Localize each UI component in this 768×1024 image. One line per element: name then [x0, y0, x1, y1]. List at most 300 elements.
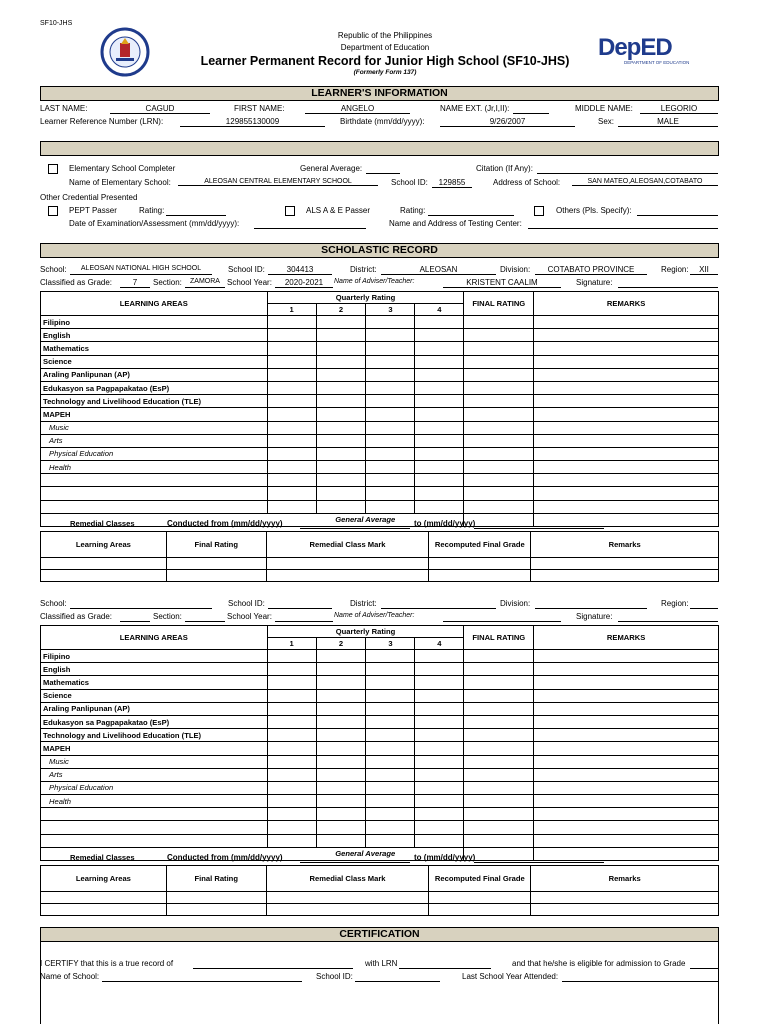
grade-cell[interactable] — [316, 715, 366, 728]
grade-cell[interactable] — [464, 447, 534, 460]
grade-cell[interactable] — [415, 381, 464, 394]
quarter-3-header: 3 — [366, 638, 415, 650]
table-row — [41, 702, 719, 715]
grade-cell[interactable] — [534, 834, 719, 847]
remedial-learning-areas-header: Learning Areas — [41, 866, 167, 892]
grade-cell[interactable] — [464, 689, 534, 702]
deped-seal-icon — [95, 27, 155, 77]
grade-cell[interactable] — [267, 500, 316, 513]
remedial-cell[interactable] — [166, 892, 266, 904]
als-checkbox[interactable] — [285, 206, 295, 216]
grade-cell[interactable] — [366, 729, 415, 742]
table-row — [41, 755, 719, 768]
grade-cell[interactable] — [464, 834, 534, 847]
conducted-to-field — [474, 519, 604, 529]
grade-cell[interactable] — [267, 381, 316, 394]
grade-cell[interactable] — [366, 755, 415, 768]
grade-cell[interactable] — [366, 689, 415, 702]
remedial-cell[interactable] — [429, 892, 531, 904]
grade-cell[interactable] — [366, 368, 415, 381]
grade-cell[interactable] — [534, 316, 719, 329]
elem-school-label: Name of Elementary School: — [69, 178, 171, 187]
grade-cell[interactable] — [366, 676, 415, 689]
grade-cell[interactable] — [464, 821, 534, 834]
table-row — [41, 768, 719, 781]
remedial-learning-areas-header: Learning Areas — [41, 532, 167, 558]
grades-table — [40, 291, 719, 527]
grade-cell[interactable] — [534, 329, 719, 342]
grade-cell[interactable] — [464, 342, 534, 355]
remedial-remarks-header: Remarks — [531, 532, 719, 558]
table-row — [41, 808, 719, 821]
table-row — [41, 500, 719, 513]
grade-cell[interactable] — [316, 742, 366, 755]
grade-cell[interactable] — [415, 702, 464, 715]
remedial-cell[interactable] — [166, 570, 266, 582]
grade-cell[interactable] — [534, 355, 719, 368]
final-rating-header: FINAL RATING — [464, 292, 534, 316]
grade-cell[interactable] — [316, 316, 366, 329]
conducted-to-label: to (mm/dd/yyyy) — [414, 853, 476, 862]
grade-cell[interactable] — [316, 768, 366, 781]
subject-name: Arts — [41, 768, 268, 781]
grade-cell[interactable] — [267, 395, 316, 408]
grade-cell[interactable] — [415, 395, 464, 408]
grade-cell[interactable] — [366, 316, 415, 329]
subject-name: Araling Panlipunan (AP) — [41, 368, 268, 381]
grade-cell[interactable] — [464, 742, 534, 755]
grade-cell[interactable] — [534, 715, 719, 728]
grade-cell[interactable] — [316, 808, 366, 821]
grade-cell[interactable] — [415, 487, 464, 500]
remedial-cell[interactable] — [429, 570, 531, 582]
remedial-cell[interactable] — [41, 892, 167, 904]
table-row — [41, 408, 719, 421]
quarter-4-header: 4 — [415, 638, 464, 650]
grade-cell[interactable] — [534, 768, 719, 781]
grade-cell[interactable] — [316, 663, 366, 676]
grade-cell[interactable] — [415, 755, 464, 768]
others-field — [637, 206, 718, 216]
cert-name-field — [193, 959, 353, 969]
subject-name: Edukasyon sa Pagpapakatao (EsP) — [41, 715, 268, 728]
grade-cell[interactable] — [415, 808, 464, 821]
grade-cell[interactable] — [464, 329, 534, 342]
birthdate-label: Birthdate (mm/dd/yyyy): — [340, 117, 425, 126]
remedial-cell[interactable] — [266, 558, 429, 570]
grade-cell[interactable] — [464, 702, 534, 715]
subject-name: Technology and Livelihood Education (TLE) — [41, 395, 268, 408]
grade-cell[interactable] — [316, 821, 366, 834]
grade-cell[interactable] — [534, 742, 719, 755]
grade-cell[interactable] — [316, 434, 366, 447]
grade-cell[interactable] — [267, 342, 316, 355]
signature-value — [618, 278, 718, 288]
grade-cell[interactable] — [267, 676, 316, 689]
grade-cell[interactable] — [316, 381, 366, 394]
subject-name: Music — [41, 755, 268, 768]
grade-cell[interactable] — [534, 729, 719, 742]
grade-cell[interactable] — [267, 355, 316, 368]
table-row — [41, 434, 719, 447]
grade-cell[interactable] — [415, 663, 464, 676]
remedial-cell[interactable] — [429, 904, 531, 916]
division-label: Division: — [500, 599, 531, 608]
remedial-row — [41, 892, 719, 904]
grade-cell[interactable] — [366, 821, 415, 834]
grade-cell[interactable] — [267, 316, 316, 329]
grade-cell[interactable] — [366, 768, 415, 781]
grade-cell[interactable] — [267, 729, 316, 742]
signature-label: Signature: — [576, 278, 613, 287]
grade-cell[interactable] — [267, 329, 316, 342]
grade-cell[interactable] — [366, 808, 415, 821]
grade-cell[interactable] — [534, 461, 719, 474]
grade-cell[interactable] — [316, 329, 366, 342]
grade-cell[interactable] — [464, 381, 534, 394]
grade-cell[interactable] — [415, 715, 464, 728]
grade-cell[interactable] — [366, 500, 415, 513]
grade-cell[interactable] — [366, 421, 415, 434]
grade-cell[interactable] — [534, 663, 719, 676]
grade-cell[interactable] — [415, 355, 464, 368]
grade-cell[interactable] — [267, 702, 316, 715]
table-row — [41, 781, 719, 794]
grade-cell[interactable] — [316, 447, 366, 460]
grade-cell[interactable] — [464, 421, 534, 434]
grade-cell[interactable] — [415, 368, 464, 381]
grade-cell[interactable] — [415, 461, 464, 474]
grade-cell[interactable] — [534, 500, 719, 513]
grade-cell[interactable] — [415, 834, 464, 847]
grade-cell[interactable] — [366, 447, 415, 460]
pept-checkbox[interactable] — [48, 206, 58, 216]
grade-cell[interactable] — [534, 474, 719, 487]
grade-cell[interactable] — [316, 368, 366, 381]
cert-left-border — [40, 942, 41, 1024]
grade-cell[interactable] — [267, 689, 316, 702]
grade-cell[interactable] — [534, 808, 719, 821]
grade-cell[interactable] — [366, 342, 415, 355]
grade-cell[interactable] — [534, 650, 719, 663]
remedial-cell[interactable] — [266, 570, 429, 582]
table-row — [41, 689, 719, 702]
grade-cell[interactable] — [267, 408, 316, 421]
remedial-cell[interactable] — [531, 570, 719, 582]
grade-cell[interactable] — [316, 834, 366, 847]
exam-date-field — [254, 219, 366, 229]
grade-cell[interactable] — [267, 834, 316, 847]
grade-cell[interactable] — [415, 821, 464, 834]
grade-cell[interactable] — [366, 329, 415, 342]
subject-name — [41, 821, 268, 834]
cert-school-label: Name of School: — [40, 972, 100, 981]
conducted-from-field — [300, 853, 410, 863]
subject-name: Science — [41, 355, 268, 368]
grade-cell[interactable] — [534, 381, 719, 394]
grade-cell[interactable] — [316, 702, 366, 715]
subject-name: Technology and Livelihood Education (TLE) — [41, 729, 268, 742]
quarter-4-header: 4 — [415, 304, 464, 316]
grade-cell[interactable] — [534, 781, 719, 794]
grade-cell[interactable] — [267, 795, 316, 808]
grade-cell[interactable] — [316, 342, 366, 355]
grade-cell[interactable] — [267, 434, 316, 447]
grade-cell[interactable] — [534, 821, 719, 834]
conducted-from-label: Conducted from (mm/dd/yyyy) — [167, 853, 283, 862]
school-value — [70, 599, 212, 609]
grade-cell[interactable] — [464, 663, 534, 676]
school-label: School: — [40, 599, 67, 608]
grade-cell[interactable] — [316, 408, 366, 421]
grade-cell[interactable] — [366, 395, 415, 408]
grade-cell[interactable] — [267, 368, 316, 381]
remedial-final-rating-header: Final Rating — [166, 532, 266, 558]
district-value: ALEOSAN — [381, 265, 496, 275]
sex-label: Sex: — [598, 117, 615, 126]
cert-lrn-field — [399, 959, 491, 969]
grade-cell[interactable] — [267, 461, 316, 474]
remedial-row — [41, 558, 719, 570]
subject-name: Physical Education — [41, 781, 268, 794]
grade-cell[interactable] — [267, 487, 316, 500]
general-average-label: General Average — [267, 847, 464, 860]
conducted-to-field — [474, 853, 604, 863]
grade-cell[interactable] — [415, 676, 464, 689]
grade-cell[interactable] — [316, 650, 366, 663]
table-row — [41, 650, 719, 663]
grade-cell[interactable] — [534, 408, 719, 421]
grade-cell[interactable] — [534, 368, 719, 381]
quarter-2-header: 2 — [316, 304, 366, 316]
grades-table — [40, 625, 719, 861]
grade-cell[interactable] — [316, 474, 366, 487]
grade-cell[interactable] — [464, 487, 534, 500]
school-year-label: School Year: — [227, 278, 272, 287]
others-checkbox[interactable] — [534, 206, 544, 216]
grade-cell[interactable] — [415, 500, 464, 513]
grade-cell[interactable] — [267, 650, 316, 663]
grade-cell[interactable] — [415, 434, 464, 447]
table-row — [41, 316, 719, 329]
subject-name: MAPEH — [41, 408, 268, 421]
grade-cell[interactable] — [366, 742, 415, 755]
table-row — [41, 834, 719, 847]
remedial-cell[interactable] — [41, 904, 167, 916]
grade-cell[interactable] — [534, 689, 719, 702]
remedial-cell[interactable] — [166, 904, 266, 916]
grade-cell[interactable] — [534, 487, 719, 500]
middle-name-value: LEGORIO — [640, 104, 718, 114]
grade-cell[interactable] — [464, 316, 534, 329]
grade-cell[interactable] — [366, 650, 415, 663]
grade-cell[interactable] — [316, 500, 366, 513]
scholastic-title: SCHOLASTIC RECORD — [40, 243, 719, 258]
grade-cell[interactable] — [267, 715, 316, 728]
grade-cell[interactable] — [267, 474, 316, 487]
form-code: SF10-JHS — [40, 20, 73, 27]
grade-cell[interactable] — [366, 663, 415, 676]
recomputed-grade-header: Recomputed Final Grade — [429, 866, 531, 892]
grade-cell[interactable] — [534, 702, 719, 715]
grade-cell[interactable] — [464, 650, 534, 663]
grade-cell[interactable] — [464, 500, 534, 513]
grade-cell[interactable] — [534, 434, 719, 447]
grade-cell[interactable] — [534, 755, 719, 768]
remedial-cell[interactable] — [266, 904, 429, 916]
grade-cell[interactable] — [464, 781, 534, 794]
division-value: COTABATO PROVINCE — [535, 265, 647, 275]
grade-cell[interactable] — [464, 729, 534, 742]
quarter-1-header: 1 — [267, 638, 316, 650]
grade-cell[interactable] — [366, 795, 415, 808]
table-row — [41, 342, 719, 355]
remedial-cell[interactable] — [41, 570, 167, 582]
grade-cell[interactable] — [415, 408, 464, 421]
grade-cell[interactable] — [464, 676, 534, 689]
grade-cell[interactable] — [534, 342, 719, 355]
remedial-remarks-header: Remarks — [531, 866, 719, 892]
grade-cell[interactable] — [366, 781, 415, 794]
grade-cell[interactable] — [366, 702, 415, 715]
grade-cell[interactable] — [534, 795, 719, 808]
final-rating-header: FINAL RATING — [464, 626, 534, 650]
learning-areas-header: LEARNING AREAS — [41, 626, 268, 650]
form-title: Learner Permanent Record for Junior High School (SF10-JHS) — [200, 54, 570, 68]
remedial-table — [40, 865, 719, 916]
exam-date-label: Date of Examination/Assessment (mm/dd/yyyy): — [69, 219, 240, 228]
table-row — [41, 715, 719, 728]
grade-cell[interactable] — [415, 689, 464, 702]
general-average-label: General Average — [267, 513, 464, 526]
grade-cell[interactable] — [534, 447, 719, 460]
conducted-to-label: to (mm/dd/yyyy) — [414, 519, 476, 528]
grade-cell[interactable] — [316, 755, 366, 768]
grade-cell[interactable] — [267, 742, 316, 755]
grade-cell[interactable] — [464, 808, 534, 821]
grade-cell[interactable] — [464, 355, 534, 368]
subject-name: MAPEH — [41, 742, 268, 755]
grade-cell[interactable] — [415, 650, 464, 663]
grade-cell[interactable] — [267, 808, 316, 821]
remedial-label: Remedial Classes — [70, 519, 135, 528]
grade-cell[interactable] — [415, 742, 464, 755]
grade-cell[interactable] — [366, 434, 415, 447]
grade-cell[interactable] — [415, 447, 464, 460]
cert-last-sy-label: Last School Year Attended: — [462, 972, 559, 981]
grade-cell[interactable] — [366, 474, 415, 487]
grade-cell[interactable] — [267, 421, 316, 434]
section-value — [185, 612, 225, 622]
grade-cell[interactable] — [267, 447, 316, 460]
remedial-table — [40, 531, 719, 582]
grade-cell[interactable] — [464, 368, 534, 381]
grade-cell[interactable] — [415, 474, 464, 487]
grade-cell[interactable] — [316, 781, 366, 794]
als-label: ALS A & E Passer — [306, 206, 371, 215]
grade-cell[interactable] — [415, 421, 464, 434]
grade-cell[interactable] — [415, 768, 464, 781]
grade-cell[interactable] — [464, 755, 534, 768]
grade-cell[interactable] — [534, 421, 719, 434]
grade-cell[interactable] — [316, 795, 366, 808]
grade-cell[interactable] — [366, 715, 415, 728]
table-row — [41, 329, 719, 342]
remedial-cell[interactable] — [531, 904, 719, 916]
grade-cell[interactable] — [415, 329, 464, 342]
grade-cell[interactable] — [464, 795, 534, 808]
remedial-cell[interactable] — [429, 558, 531, 570]
remedial-cell[interactable] — [166, 558, 266, 570]
grade-cell[interactable] — [464, 408, 534, 421]
grade-cell[interactable] — [464, 768, 534, 781]
grade-cell[interactable] — [316, 355, 366, 368]
grade-cell[interactable] — [267, 821, 316, 834]
grade-cell[interactable] — [316, 421, 366, 434]
subject-name — [41, 834, 268, 847]
grade-cell[interactable] — [464, 395, 534, 408]
signature-label: Signature: — [576, 612, 613, 621]
remedial-cell[interactable] — [531, 892, 719, 904]
grade-cell[interactable] — [415, 795, 464, 808]
grade-cell[interactable] — [464, 434, 534, 447]
division-label: Division: — [500, 265, 531, 274]
grade-cell[interactable] — [534, 676, 719, 689]
remedial-cell[interactable] — [531, 558, 719, 570]
remedial-cell[interactable] — [266, 892, 429, 904]
grade-cell[interactable] — [366, 834, 415, 847]
grade-cell[interactable] — [464, 461, 534, 474]
elem-completer-checkbox[interactable] — [48, 164, 58, 174]
citation-label: Citation (If Any): — [476, 164, 533, 173]
grade-cell[interactable] — [366, 487, 415, 500]
grade-cell[interactable] — [267, 663, 316, 676]
cert-grade-field — [690, 959, 718, 969]
classified-label: Classified as Grade: — [40, 278, 113, 287]
conducted-from-field — [300, 519, 410, 529]
grade-cell[interactable] — [366, 408, 415, 421]
subject-name: Health — [41, 461, 268, 474]
grade-cell[interactable] — [267, 755, 316, 768]
grade-cell[interactable] — [316, 461, 366, 474]
grade-cell[interactable] — [316, 487, 366, 500]
grade-cell[interactable] — [316, 729, 366, 742]
grade-cell[interactable] — [415, 729, 464, 742]
grade-cell[interactable] — [267, 768, 316, 781]
grade-cell[interactable] — [267, 781, 316, 794]
grade-cell[interactable] — [316, 676, 366, 689]
remedial-row — [41, 570, 719, 582]
table-row — [41, 821, 719, 834]
grade-value — [120, 612, 150, 622]
grade-cell[interactable] — [366, 381, 415, 394]
grade-cell[interactable] — [534, 395, 719, 408]
grade-cell[interactable] — [415, 781, 464, 794]
remedial-cell[interactable] — [41, 558, 167, 570]
als-rating-field — [428, 206, 514, 216]
grade-cell[interactable] — [316, 689, 366, 702]
subject-name: Music — [41, 421, 268, 434]
grade-cell[interactable] — [415, 316, 464, 329]
grade-cell[interactable] — [366, 461, 415, 474]
grade-cell[interactable] — [415, 342, 464, 355]
grade-cell[interactable] — [366, 355, 415, 368]
subject-name — [41, 474, 268, 487]
grade-cell[interactable] — [316, 395, 366, 408]
subject-name: Mathematics — [41, 676, 268, 689]
grade-cell[interactable] — [464, 715, 534, 728]
grade-cell[interactable] — [464, 474, 534, 487]
